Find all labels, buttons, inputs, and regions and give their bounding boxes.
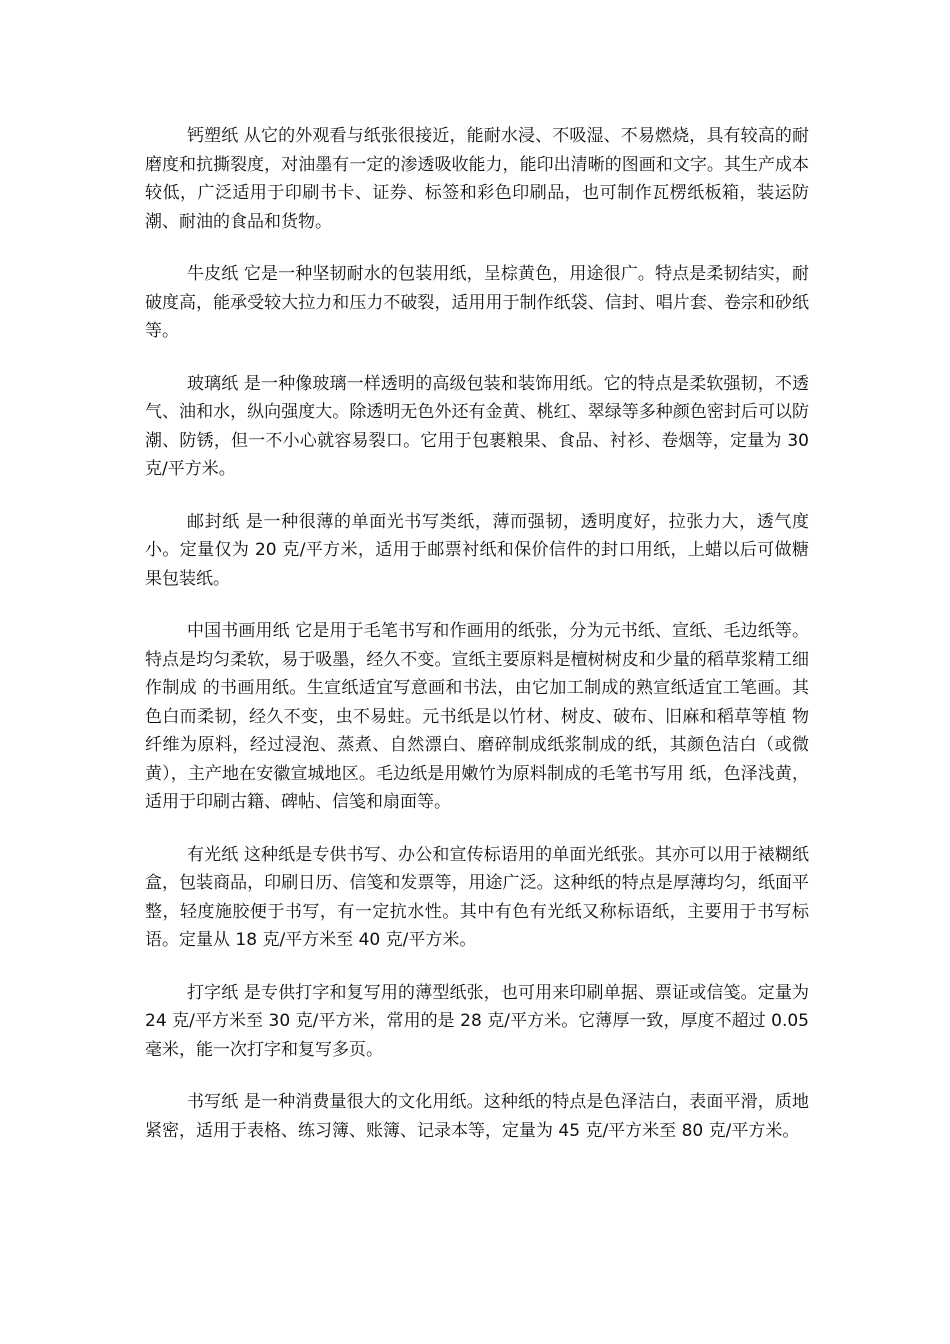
paragraph-typing-paper: 打字纸 是专供打字和复写用的薄型纸张，也可用来印刷单据、票证或信笺。定量为 24 克/平方米至 30 克/平方米，常用的是 28 克/平方米。它薄厚一致，厚度不超过 0.05 毫米，能一次打字和复写多页。 bbox=[145, 982, 809, 1060]
paragraph-glazed-paper: 有光纸 这种纸是专供书写、办公和宣传标语用的单面光纸张。其亦可以用于裱糊纸盒，包装商品，印刷日历、信笺和发票等，用途广泛。这种纸的特点是厚薄均匀，纸面平 整，轻度施胶便于书写，有一定抗水性。其中有色有光纸又称标语纸，主要用于书写标语。定量从 18 克/平方米至 40 克/平方米。 bbox=[145, 844, 809, 950]
paragraph-envelope-paper: 邮封纸 是一种很薄的单面光书写类纸，薄而强韧，透明度好，拉张力大，透气度小。定量仅为 20 克/平方米，适用于邮票衬纸和保价信件的封口用纸，上蜡以后可做糖果包装纸。 bbox=[145, 511, 809, 589]
document-page bbox=[145, 122, 809, 1169]
paragraph-chinese-calligraphy-paper: 中国书画用纸 它是用于毛笔书写和作画用的纸张，分为元书纸、宣纸、毛边纸等。特点是均匀柔软，易于吸墨，经久不变。宣纸主要原料是檀树树皮和少量的稻草浆精工细作制成 的书画用纸。生宣纸适宜写意画和书法，由它加工制成的熟宣纸适宜工笔画。其色白而柔韧，经久不变，虫不易蛀。元书纸是以竹材、树皮、破布、旧麻和稻草等植 物纤维为原料，经过浸泡、蒸煮、自然漂白、磨碎制成纸浆制成的纸，其颜色洁白（或微黄），主产地在安徽宣城地区。毛边纸是用嫩竹为原料制成的毛笔书写用 纸，色泽浅黄，适用于印刷古籍、碑帖、信笺和扇面等。 bbox=[145, 621, 809, 812]
paragraph-cellophane: 玻璃纸 是一种像玻璃一样透明的高级包装和装饰用纸。它的特点是柔软强韧，不透气、油和水，纵向强度大。除透明无色外还有金黄、桃红、翠绿等多种颜色密封后可以防潮、防锈，但一不小心就容易裂口。它用于包裹粮果、食品、衬衫、卷烟等，定量为 30 克/平方米。 bbox=[145, 373, 809, 479]
paragraph-calcium-plastic-paper: 钙塑纸 从它的外观看与纸张很接近，能耐水浸、不吸湿、不易燃烧，具有较高的耐磨度和抗撕裂度，对油墨有一定的渗透吸收能力，能印出清晰的图画和文字。其生产成本较低，广泛适用于印刷书卡、证券、标签和彩色印刷品，也可制作瓦楞纸板箱，装运防潮、耐油的食品和货物。 bbox=[145, 126, 809, 232]
paragraph-kraft-paper: 牛皮纸 它是一种坚韧耐水的包装用纸，呈棕黄色，用途很广。特点是柔韧结实，耐破度高，能承受较大拉力和压力不破裂，适用用于制作纸袋、信封、唱片套、卷宗和砂纸等。 bbox=[145, 264, 809, 341]
paragraph-writing-paper: 书写纸 是一种消费量很大的文化用纸。这种纸的特点是色泽洁白，表面平滑，质地紧密，适用于表格、练习簿、账簿、记录本等，定量为 45 克/平方米至 80 克/平方米。 bbox=[145, 1092, 809, 1141]
